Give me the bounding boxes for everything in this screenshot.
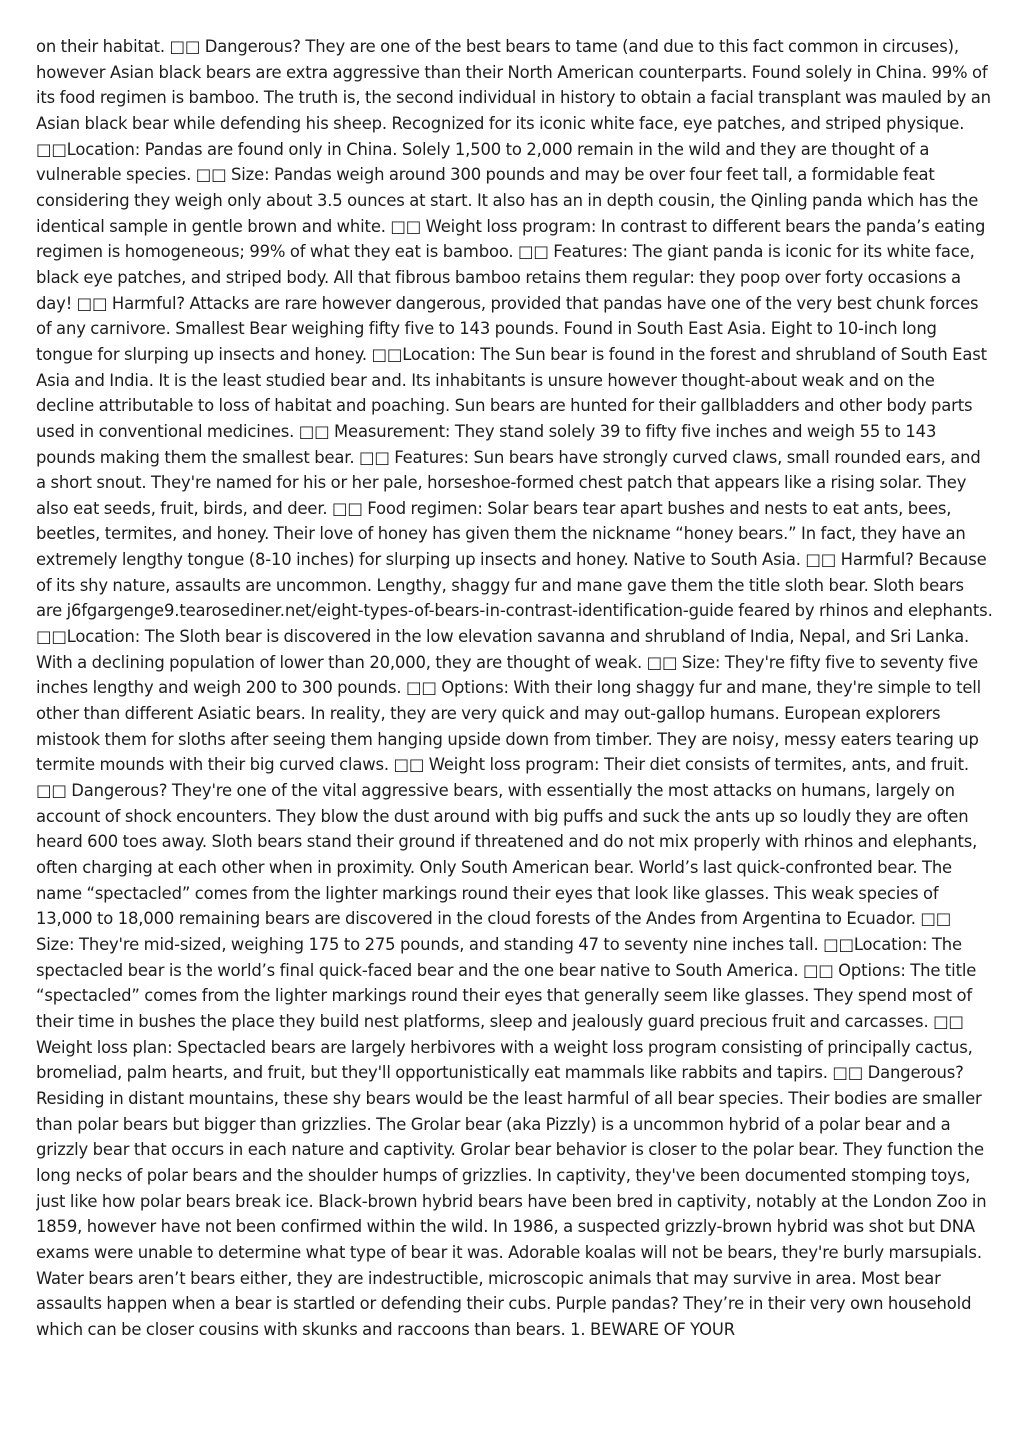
body-paragraph: on their habitat. □□ Dangerous? They are one of the best bears to tame (and due to this fact common in circuses), however Asian black bears are extra aggressive than their North American counterparts. Found solely in China. 99% of its food regimen is bamboo. The truth is, the second individual in history to obtain a facial transplant was mauled by an Asian black bear while defending his sheep. Recognized for its iconic white face, eye patches, and striped physique. □□Location: Pandas are found only in China. Solely 1,500 to 2,000 remain in the wild and they are thought of a vulnerable species. □□ Size: Pandas weigh around 300 pounds and may be over four feet tall, a formidable feat considering they weigh only about 3.5 ounces at start. It also has an in depth cousin, the Qinling panda which has the identical sample in gentle brown and white. □□ Weight loss program: In contrast to different bears the panda’s eating regimen is homogeneous; 99% of what they eat is bamboo. □□ Features: The giant panda is iconic for its white face, black eye patches, and striped body. All that fibrous bamboo retains them regular: they poop over forty occasions a day! □□ Harmful? Attacks are rare however dangerous, provided that pandas have one of the very best chunk forces of any carnivore. Smallest Bear weighing fifty five to 143 pounds. Found in South East Asia. Eight to 10-inch long tongue for slurping up insects and honey. □□Location: The Sun bear is found in the forest and shrubland of South East Asia and India. It is the least studied bear and. Its inhabitants is unsure however thought-about weak and on the decline attributable to loss of habitat and poaching. Sun bears are hunted for their gallbladders and other body parts used in conventional medicines. □□ Measurement: They stand solely 39 to fifty five inches and weigh 55 to 143 pounds making them the smallest bear. □□ Features: Sun bears have strongly curved claws, small rounded ears, and a short snout. They're named for his or her pale, horseshoe-formed chest patch that appears like a rising solar. They also eat seeds, fruit, birds, and deer. □□ Food regimen: Solar bears tear apart bushes and nests to eat ants, bees, beetles, termites, and honey. Their love of honey has given them the nickname “honey bears.” In fact, they have an extremely lengthy tongue (8-10 inches) for slurping up insects and honey. Native to South Asia. □□ Harmful? Because of its shy nature, assaults are uncommon. Lengthy, shaggy fur and mane gave them the title sloth bear. Sloth bears are j6fgargenge9.tearosediner.net/eight-types-of-bears-in-contrast-identification-guide feared by rhinos and elephants. □□Location: The Sloth bear is discovered in the low elevation savanna and shrubland of India, Nepal, and Sri Lanka. With a declining population of lower than 20,000, they are thought of weak. □□ Size: They're fifty five to seventy five inches lengthy and weigh 200 to 300 pounds. □□ Options: With their long shaggy fur and mane, they're simple to tell other than different Asiatic bears. In reality, they are very quick and may out-gallop humans. European explorers mistook them for sloths after seeing them hanging upside down from timber. They are noisy, messy eaters tearing up termite mounds with their big curved claws. □□ Weight loss program: Their diet consists of termites, ants, and fruit. □□ Dangerous? They're one of the vital aggressive bears, with essentially the most attacks on humans, largely on account of shock encounters. They blow the dust around with big puffs and suck the ants up so loudly they are often heard 600 toes away. Sloth bears stand their ground if threatened and do not mix properly with rhinos and elephants, often charging at each other when in proximity. Only South American bear. World’s last quick-confronted bear. The name “spectacled” comes from the lighter markings round their eyes that look like glasses. This weak species of 13,000 to 18,000 remaining bears are discovered in the cloud forests of the Andes from Argentina to Ecuador. □□ Size: They're mid-sized, weighing 175 to 275 pounds, and standing 47 to seventy nine inches tall. □□Location: The spectacled bear is the world’s final quick-faced bear and the one bear native to South America. □□ Options: The title “spectacled” comes from the lighter markings round their eyes that generally seem like glasses. They spend most of their time in bushes the place they build nest platforms, sleep and jealously guard precious fruit and carcasses. □□ Weight loss plan: Spectacled bears are largely herbivores with a weight loss program consisting of principally cactus, bromeliad, palm hearts, and fruit, but they'll opportunistically eat mammals like rabbits and tapirs. □□ Dangerous? Residing in distant mountains, these shy bears would be the least harmful of all bear species. Their bodies are smaller than polar bears but bigger than grizzlies. The Grolar bear (aka Pizzly) is a uncommon hybrid of a polar bear and a grizzly bear that occurs in each nature and captivity. Grolar bear behavior is closer to the polar bear. They function the long necks of polar bears and the shoulder humps of grizzlies. In captivity, they've been documented stomping toys, just like how polar bears break ice. Black-brown hybrid bears have been bred in captivity, notably at the London Zoo in 1859, however have not been confirmed within the wild. In 1986, a suspected grizzly-brown hybrid was shot but DNA exams were unable to determine what type of bear it was. Adorable koalas will not be bears, they're burly marsupials. Water bears aren’t bears either, they are indestructible, microscopic animals that may survive in area. Most bear assaults happen when a bear is startled or defending their cubs. Purple pandas? They’re in their very own household which can be closer cousins with skunks and raccoons than bears. 1. BEWARE OF YOUR (36, 37, 993, 1339)
document-page (36, 34, 994, 1414)
